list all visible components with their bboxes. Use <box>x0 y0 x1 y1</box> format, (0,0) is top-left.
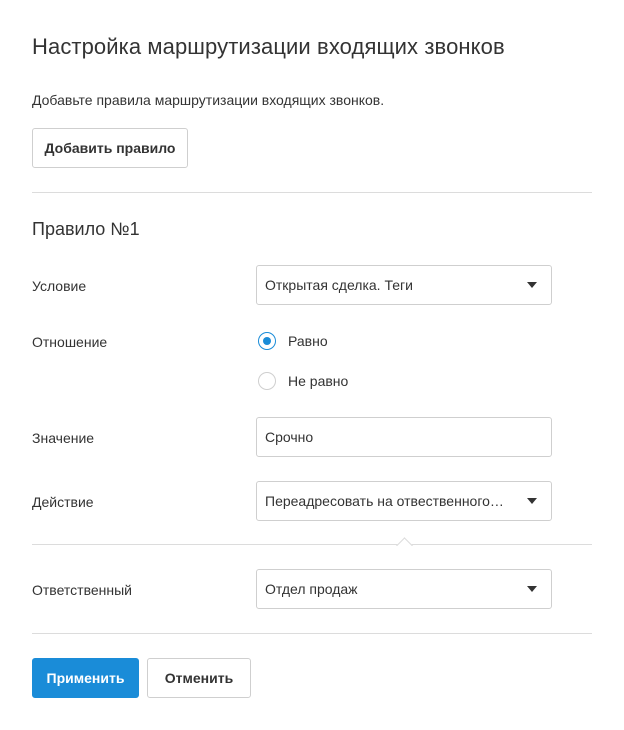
action-select[interactable] <box>256 481 552 521</box>
condition-select[interactable] <box>256 265 552 305</box>
chevron-down-icon <box>527 498 537 504</box>
divider <box>32 192 592 193</box>
action-select-value: Переадресовать на отвественного… <box>265 493 504 509</box>
responsible-select-value: Отдел продаж <box>265 581 358 597</box>
value-label: Значение <box>32 430 95 446</box>
radio-unchecked-icon[interactable] <box>258 372 276 390</box>
divider <box>32 633 592 634</box>
responsible-select[interactable] <box>256 569 552 609</box>
condition-select-value: Открытая сделка. Теги <box>265 277 413 293</box>
radio-not-equal-label: Не равно <box>288 373 349 389</box>
chevron-down-icon <box>527 586 537 592</box>
chevron-down-icon <box>527 282 537 288</box>
radio-checked-icon[interactable] <box>258 332 276 350</box>
apply-button[interactable]: Применить <box>32 658 139 698</box>
condition-label: Условие <box>32 278 87 294</box>
relation-label: Отношение <box>32 334 108 350</box>
page-subtitle: Добавьте правила маршрутизации входящих звонков. <box>32 92 385 108</box>
page-title: Настройка маршрутизации входящих звонков <box>32 34 505 59</box>
radio-equal-label: Равно <box>288 333 328 349</box>
radio-equal[interactable] <box>258 332 328 350</box>
cancel-button[interactable]: Отменить <box>147 658 251 698</box>
action-label: Действие <box>32 494 94 510</box>
add-rule-button[interactable]: Добавить правило <box>32 128 188 168</box>
rule-title: Правило №1 <box>32 219 140 239</box>
radio-not-equal[interactable] <box>258 372 348 390</box>
value-input[interactable] <box>256 417 552 457</box>
routing-settings-page <box>32 0 592 730</box>
responsible-label: Ответственный <box>32 582 132 598</box>
divider <box>32 544 592 545</box>
value-input-text: Срочно <box>265 429 314 445</box>
pointer-notch <box>394 536 416 546</box>
